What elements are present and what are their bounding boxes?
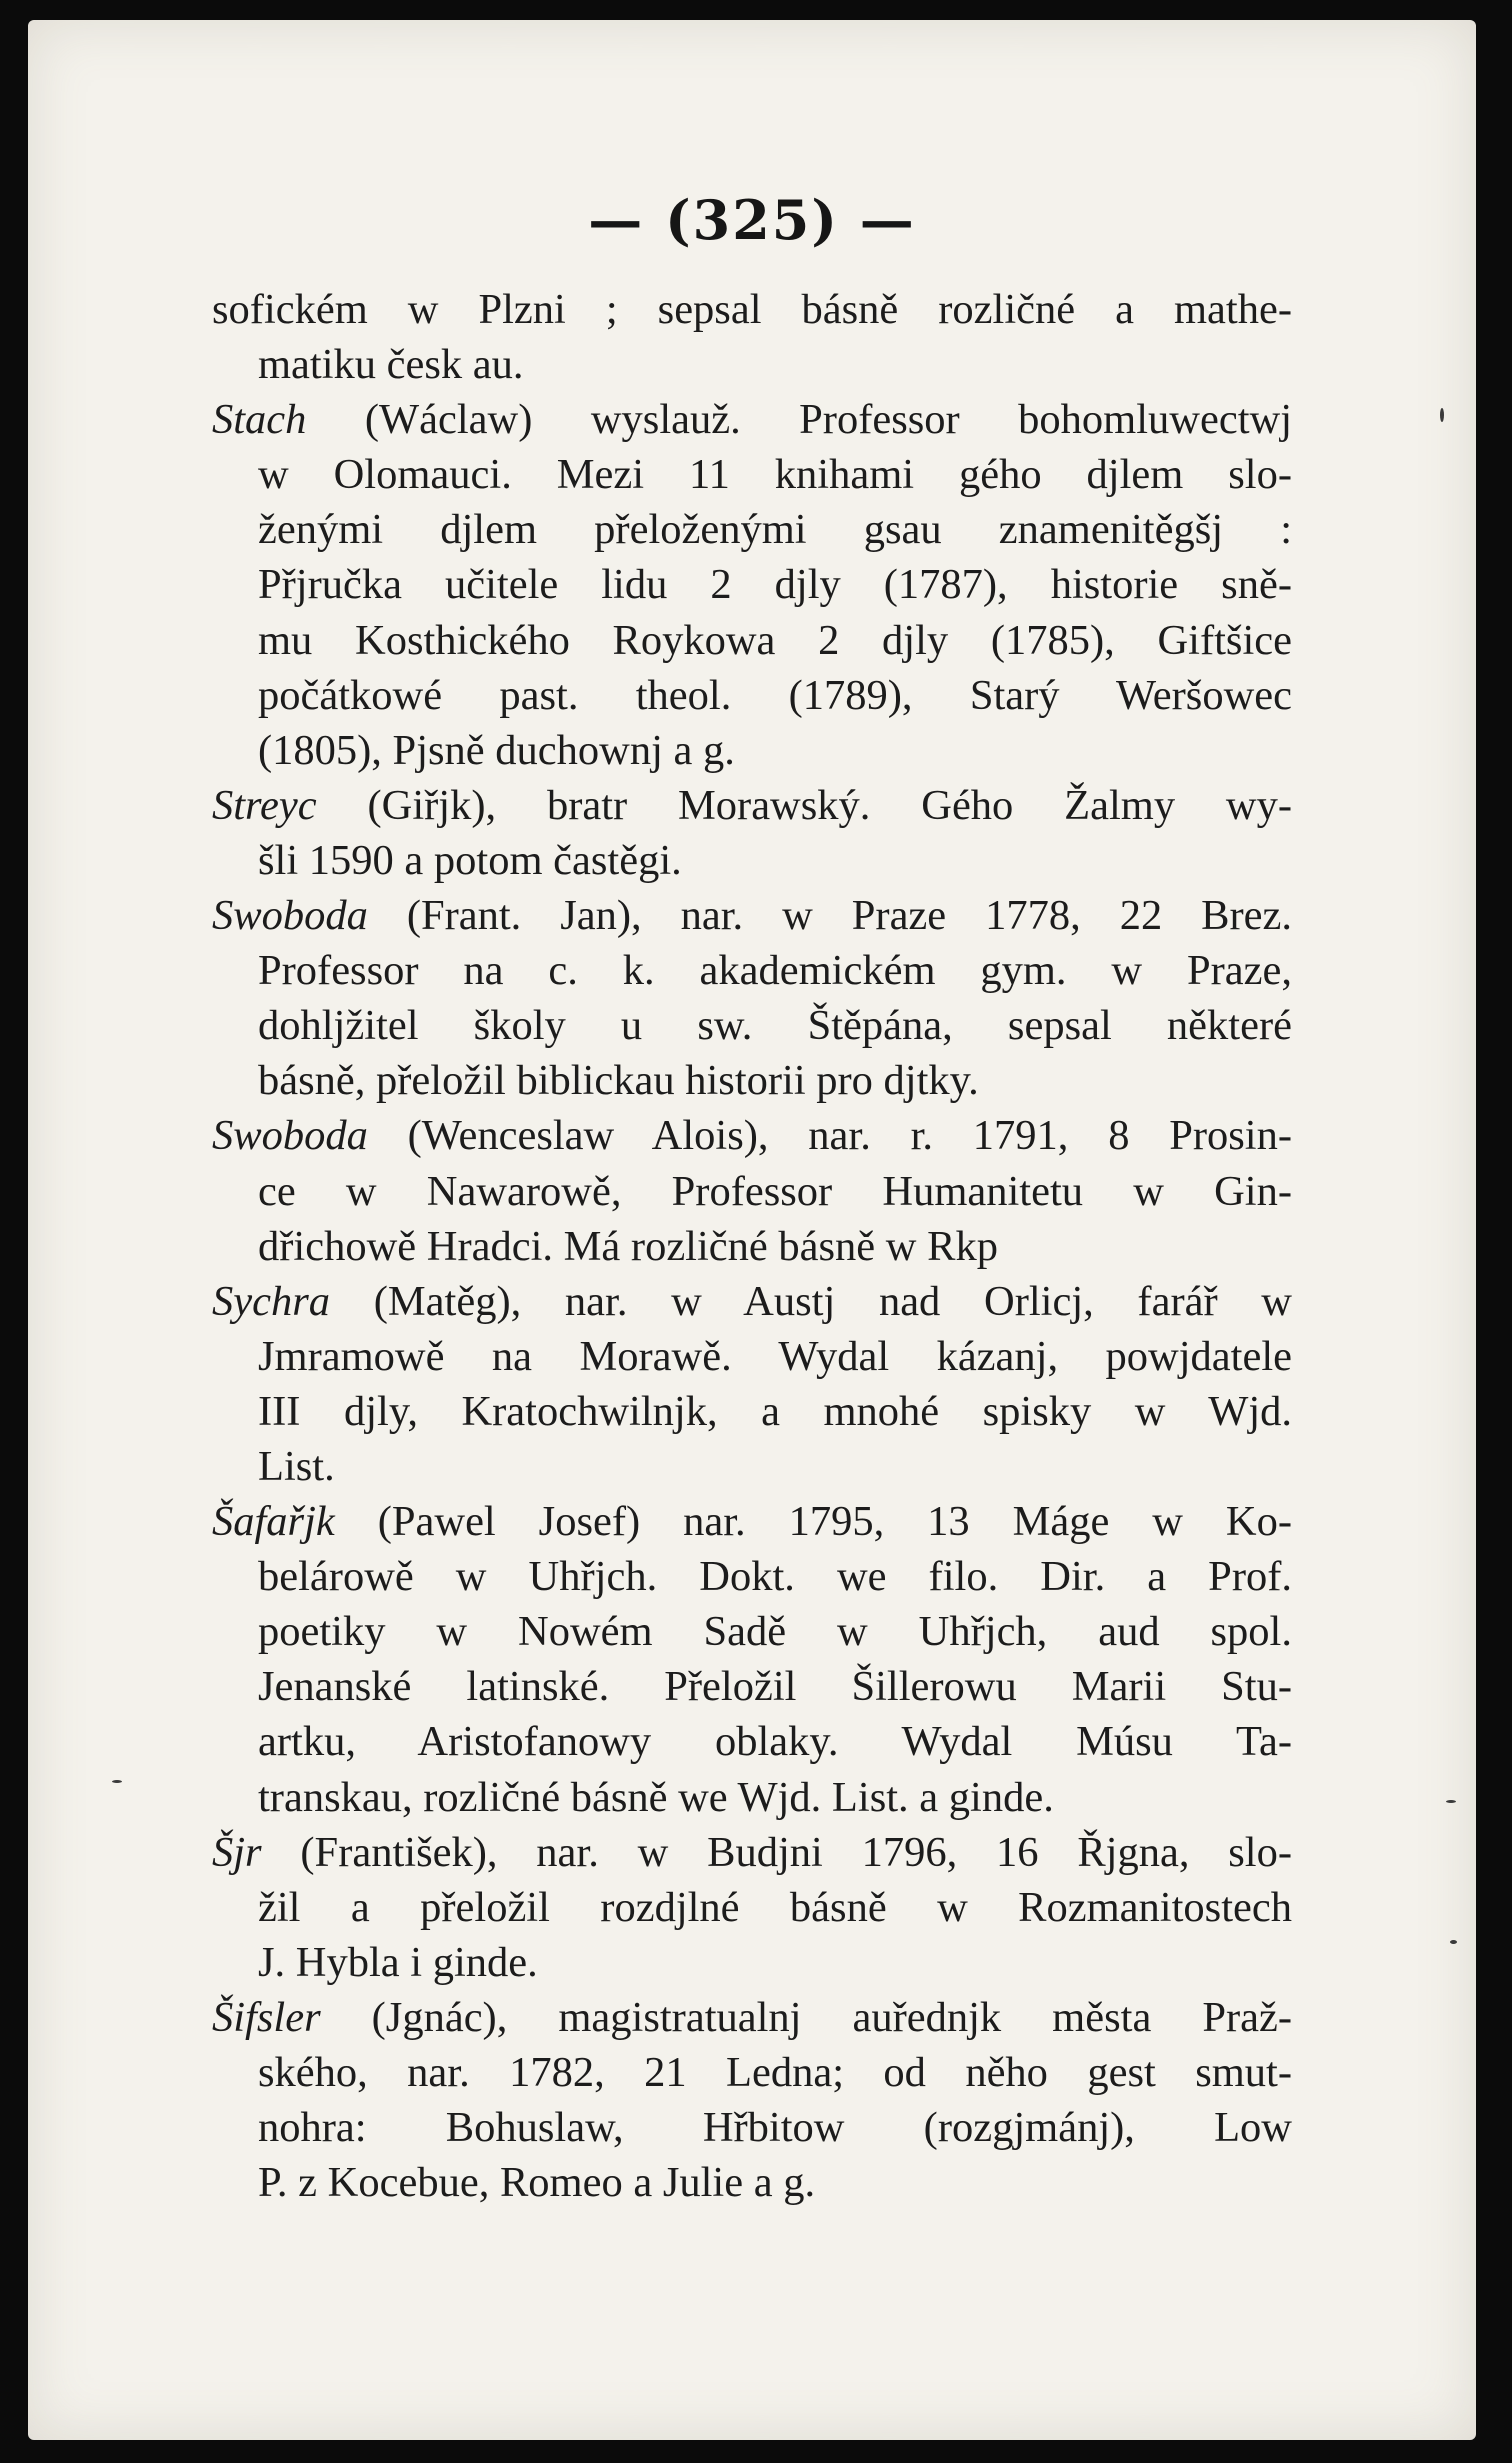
text-line [212,282,1292,337]
entry-text: Professor na c. k. akademickém gym. w Praze, [258,947,1292,995]
text-line [212,1108,1292,1163]
entry-name: Swoboda [212,892,368,940]
text-line [212,1384,1292,1439]
entry-text: transkau, rozličné básně we Wjd. List. a ginde. [258,1773,1054,1821]
entry-text: dřichowě Hradci. Má rozličné básně w Rkp [258,1222,998,1270]
text-line [212,1053,1292,1108]
page-number: — (325) — [588,188,916,252]
entry-text: artku, Aristofanowy oblaky. Wydal Músu Ta- [258,1718,1292,1766]
paper-speck [1440,408,1444,422]
entry-text: (Wáclaw) wyslauž. Professor bohomluwectwj [364,396,1293,444]
entry-name: Sychra [212,1277,331,1325]
entry-text: belárowě w Uhřjch. Dokt. we filo. Dir. a Prof. [258,1553,1292,1601]
entry-name: Swoboda [212,1112,368,1160]
text-line [212,1274,1292,1329]
entry-text: žil a přeložil rozdjlné básně w Rozmanitostech [258,1883,1292,1931]
entry-text: P. z Kocebue, Romeo a Julie a g. [258,2159,816,2207]
text-line [212,998,1292,1053]
text-line [212,1494,1292,1549]
text-line [212,1164,1292,1219]
entry-text: List. [258,1442,335,1490]
entry-text: matiku česk au. [258,341,524,389]
entry-text: Jenanské latinské. Přeložil Šillerowu Marii Stu- [258,1663,1292,1711]
entry-text: (Pawel Josef) nar. 1795, 13 Máge w Ko- [377,1498,1292,1546]
entry-text: básně, přeložil biblickau historii pro djtky. [258,1057,979,1105]
entry-text: ženými djlem přeloženými gsau znamenitěgšj : [258,506,1292,554]
entry-name: Šjr [212,1828,262,1876]
entry-text: ského, nar. 1782, 21 Ledna; od něho gest smut- [258,2049,1292,2096]
text-line [212,1990,1292,2045]
entry-text: (Jgnác), magistratualnj auřednjk města Praž- [371,1993,1292,2041]
entry-text: poetiky w Nowém Sadě w Uhřjch, aud spol. [258,1608,1292,1656]
text-line [212,2045,1292,2100]
entry-text: Jmramowě na Morawě. Wydal kázanj, powjdatele [258,1332,1292,1380]
text-line [212,1329,1292,1384]
entry-text: (Giřjk), bratr Morawský. Gého Žalmy wy- [367,781,1293,829]
entry-text: (1805), Pjsně duchownj a g. [258,726,735,774]
entry-text: (Matěg), nar. w Austj nad Orlicj, farář w [373,1277,1292,1325]
text-line [212,723,1292,778]
entry-text: III djly, Kratochwilnjk, a mnohé spisky w Wjd. [258,1387,1292,1435]
entry-name: Šifsler [212,1993,321,2041]
text-line [212,668,1292,723]
entry-name: Stach [212,396,307,444]
text-line [212,1770,1292,1825]
text-line [212,613,1292,668]
text-line [212,778,1292,833]
text-line [212,1714,1292,1769]
entry-text: ce w Nawarowě, Professor Humanitetu w Gin- [258,1167,1292,1215]
entry-text: mu Kosthického Roykowa 2 djly (1785), Giftšice [258,616,1292,664]
paper-speck [112,1780,122,1783]
entry-text: (Wenceslaw Alois), nar. r. 1791, 8 Prosin- [407,1112,1292,1160]
text-line [212,392,1292,447]
entry-text: J. Hybla i ginde. [258,1938,538,1986]
entry-text: dohljžitel školy u sw. Štěpána, sepsal některé [258,1002,1292,1050]
entry-text: sofickém w Plzni ; sepsal básně rozličné a mathe- [212,286,1292,333]
text-line [212,1549,1292,1604]
text-line [212,447,1292,502]
entry-name: Streyc [212,781,317,829]
paper-speck [1450,1940,1457,1944]
book-page [28,20,1476,2440]
text-line [212,2100,1292,2155]
entry-text: počátkowé past. theol. (1789), Starý Weršowec [258,671,1292,719]
paper-speck [1446,1800,1456,1803]
entry-text: w Olomauci. Mezi 11 knihami gého djlem slo- [258,451,1292,499]
text-line [212,557,1292,612]
text-line [212,1219,1292,1274]
text-line [212,943,1292,998]
text-line [212,502,1292,557]
text-line [212,1825,1292,1880]
text-line [212,337,1292,392]
entry-text: (Frant. Jan), nar. w Praze 1778, 22 Brez. [406,892,1292,940]
page-text [212,282,1292,2210]
text-line [212,1659,1292,1714]
entry-text: šli 1590 a potom častěgi. [258,836,682,884]
text-line [212,1935,1292,1990]
text-line [212,1604,1292,1659]
entry-text: Přjručka učitele lidu 2 djly (1787), historie sně- [258,561,1292,609]
entry-text: nohra: Bohuslaw, Hřbitow (rozgjmánj), Low [258,2104,1292,2152]
text-line [212,1880,1292,1935]
text-line [212,1439,1292,1494]
text-line [212,833,1292,888]
text-line [212,2155,1292,2210]
entry-name: Šafařjk [212,1498,335,1546]
entry-text: (František), nar. w Budjni 1796, 16 Řjgna, slo- [300,1828,1293,1876]
text-line [212,888,1292,943]
